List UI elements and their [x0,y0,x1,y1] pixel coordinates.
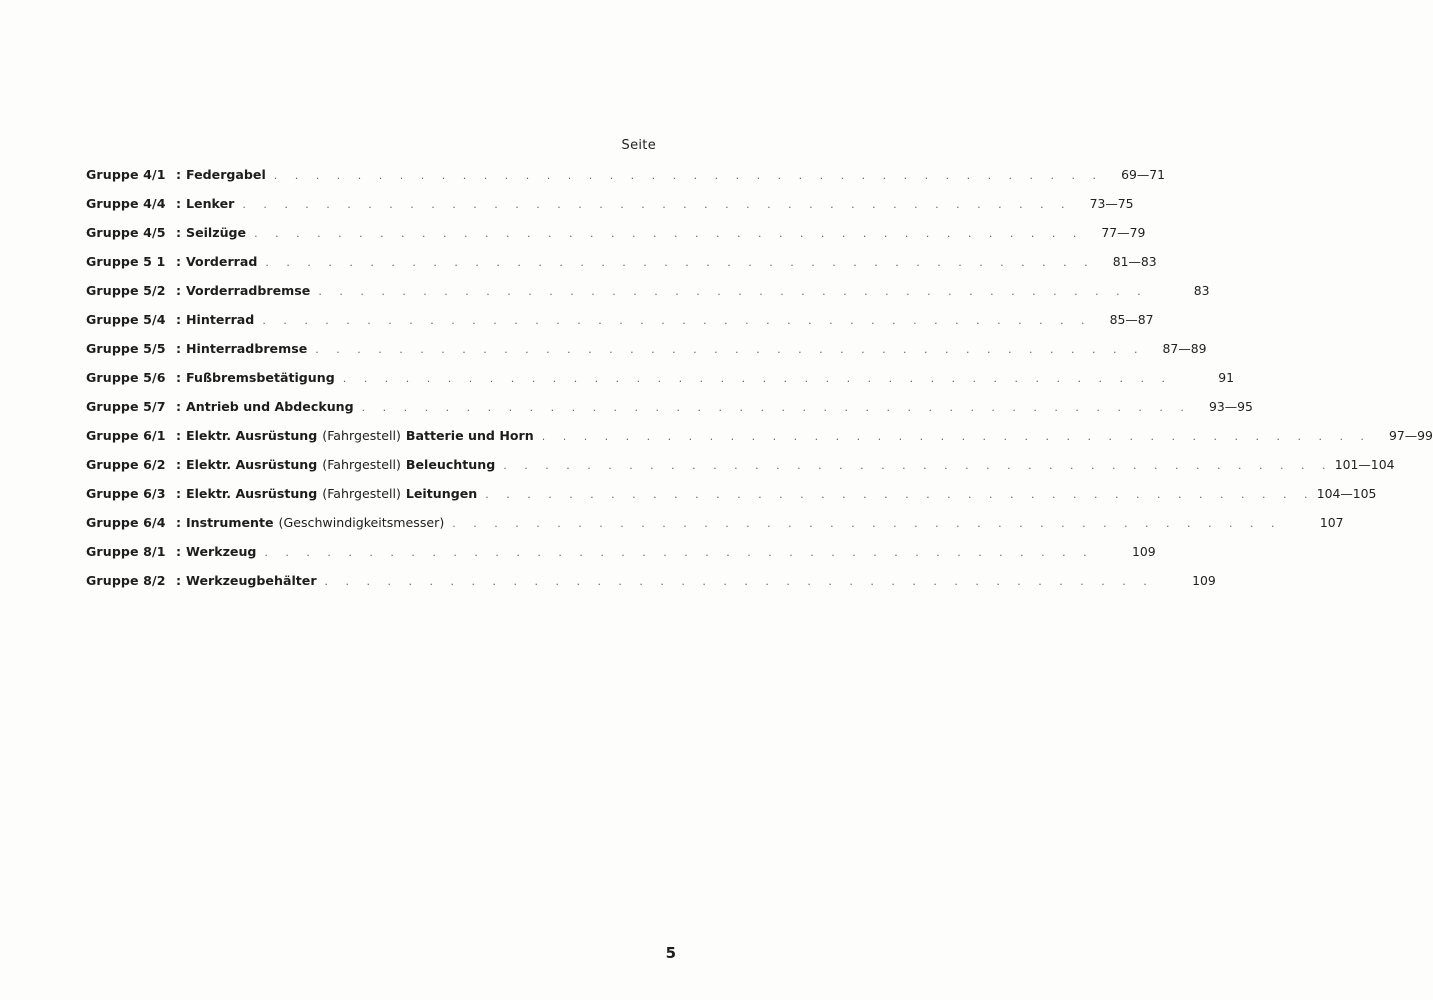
toc-group-label: Gruppe 4/5 [86,225,166,240]
toc-title [184,341,307,356]
toc-entry [86,544,1156,573]
toc-group-label: Gruppe 4/1 [86,167,166,182]
toc-leader-dots: . . . . . . . . . . . . . . . . . . . . . . . . . . . . . . . . . . . . . . . . [264,546,1094,559]
toc-leader-dots: . . . . . . . . . . . . . . . . . . . . . . . . . . . . . . . . . . . . . . . . [485,488,1315,501]
toc-title [184,486,477,501]
toc-colon: : [176,457,182,472]
table-of-contents [86,167,1433,602]
toc-title-bold: Elektr. Ausrüstung [186,457,318,472]
toc-title [184,457,495,472]
toc-page-range: 87—89 [1162,341,1207,356]
toc-group-label: Gruppe 5/6 [86,370,166,385]
toc-page-range: 91 [1218,370,1234,385]
toc-group-label: Gruppe 5 1 [86,254,166,269]
toc-title-normal: (Geschwindigkeitsmesser) [278,515,445,530]
toc-title-bold: Lenker [186,196,235,211]
toc-leader-dots: . . . . . . . . . . . . . . . . . . . . . . . . . . . . . . . . . . . . . . . . [318,285,1148,298]
toc-title [184,167,266,182]
toc-title [184,399,354,414]
toc-title [184,196,234,211]
seite-column-header: Seite [621,138,656,153]
toc-title-bold: Vorderradbremse [186,283,311,298]
toc-group-label: Gruppe 4/4 [86,196,166,211]
toc-colon: : [176,283,182,298]
toc-title-bold: Antrieb und Abdeckung [186,399,354,414]
toc-page-range: 69—71 [1121,167,1166,182]
toc-entry [86,370,1234,399]
toc-colon: : [176,515,182,530]
toc-title-bold: Federgabel [186,167,266,182]
toc-colon: : [176,573,182,588]
toc-leader-dots: . . . . . . . . . . . . . . . . . . . . . . . . . . . . . . . . . . . . . . . . [242,198,1072,211]
toc-group-label: Gruppe 6/4 [86,515,166,530]
toc-entry [86,457,1395,486]
toc-page-range: 77—79 [1101,225,1146,240]
toc-colon: : [176,254,182,269]
toc-entry [86,573,1216,602]
toc-colon: : [176,167,182,182]
toc-title [184,573,317,588]
toc-leader-dots: . . . . . . . . . . . . . . . . . . . . . . . . . . . . . . . . . . . . . . . . [541,430,1371,443]
toc-title-bold-secondary: Beleuchtung [405,457,496,472]
toc-title [184,370,335,385]
toc-colon: : [176,341,182,356]
toc-colon: : [176,225,182,240]
toc-entry [86,167,1166,196]
toc-group-label: Gruppe 6/1 [86,428,166,443]
toc-title-bold: Instrumente [186,515,274,530]
toc-colon: : [176,544,182,559]
toc-title-bold: Elektr. Ausrüstung [186,486,318,501]
toc-leader-dots: . . . . . . . . . . . . . . . . . . . . . . . . . . . . . . . . . . . . . . . . [503,459,1333,472]
toc-entry [86,225,1146,254]
toc-group-label: Gruppe 8/1 [86,544,166,559]
toc-entry [86,341,1207,370]
toc-colon: : [176,428,182,443]
toc-title-bold: Fußbremsbetätigung [186,370,335,385]
toc-title-bold: Hinterrad [186,312,255,327]
toc-title [184,254,257,269]
toc-title-normal: (Fahrgestell) [322,457,401,472]
toc-title-normal: (Fahrgestell) [322,428,401,443]
toc-title-bold-secondary: Batterie und Horn [405,428,534,443]
toc-title [184,225,246,240]
toc-title-bold: Werkzeug [186,544,257,559]
toc-group-label: Gruppe 5/2 [86,283,166,298]
toc-title [184,544,256,559]
toc-leader-dots: . . . . . . . . . . . . . . . . . . . . . . . . . . . . . . . . . . . . . . . . [452,517,1282,530]
toc-page-range: 73—75 [1089,196,1134,211]
toc-colon: : [176,399,182,414]
toc-title-bold: Seilzüge [186,225,247,240]
toc-page-range: 85—87 [1109,312,1154,327]
toc-title [184,312,254,327]
toc-title [184,515,444,530]
toc-colon: : [176,486,182,501]
toc-page-range: 101—104 [1334,457,1395,472]
toc-group-label: Gruppe 6/2 [86,457,166,472]
toc-leader-dots: . . . . . . . . . . . . . . . . . . . . . . . . . . . . . . . . . . . . . . . . [265,256,1095,269]
toc-title-normal: (Fahrgestell) [322,486,401,501]
toc-group-label: Gruppe 5/5 [86,341,166,356]
toc-page-range: 109 [1192,573,1216,588]
toc-title-bold: Hinterradbremse [186,341,308,356]
toc-group-label: Gruppe 6/3 [86,486,166,501]
toc-colon: : [176,370,182,385]
toc-entry [86,312,1154,341]
toc-leader-dots: . . . . . . . . . . . . . . . . . . . . . . . . . . . . . . . . . . . . . . . . [273,169,1104,182]
toc-group-label: Gruppe 8/2 [86,573,166,588]
toc-entry [86,486,1377,515]
toc-title-bold: Elektr. Ausrüstung [186,428,318,443]
toc-colon: : [176,312,182,327]
toc-leader-dots: . . . . . . . . . . . . . . . . . . . . . . . . . . . . . . . . . . . . . . . . [324,575,1154,588]
toc-entry [86,515,1344,544]
toc-page-range: 109 [1132,544,1156,559]
toc-title-bold: Werkzeugbehälter [186,573,317,588]
toc-page-range: 97—99 [1389,428,1433,443]
toc-entry [86,283,1210,312]
toc-entry [86,428,1433,457]
toc-group-label: Gruppe 5/7 [86,399,166,414]
toc-page-range: 104—105 [1316,486,1377,501]
page-number: 5 [665,944,676,962]
toc-leader-dots: . . . . . . . . . . . . . . . . . . . . . . . . . . . . . . . . . . . . . . . . [315,343,1145,356]
toc-colon: : [176,196,182,211]
toc-entry [86,254,1157,283]
toc-title-bold: Vorderrad [186,254,258,269]
toc-group-label: Gruppe 5/4 [86,312,166,327]
toc-page-range: 93—95 [1208,399,1253,414]
toc-page-range: 83 [1193,283,1210,298]
toc-entry [86,399,1253,428]
toc-entry [86,196,1134,225]
toc-leader-dots: . . . . . . . . . . . . . . . . . . . . . . . . . . . . . . . . . . . . . . . . [361,401,1191,414]
toc-leader-dots: . . . . . . . . . . . . . . . . . . . . . . . . . . . . . . . . . . . . . . . . [254,227,1084,240]
toc-title [184,428,534,443]
toc-title [184,283,310,298]
toc-leader-dots: . . . . . . . . . . . . . . . . . . . . . . . . . . . . . . . . . . . . . . . . [262,314,1092,327]
toc-title-bold-secondary: Leitungen [405,486,478,501]
toc-leader-dots: . . . . . . . . . . . . . . . . . . . . . . . . . . . . . . . . . . . . . . . . [342,372,1172,385]
toc-page-range: 107 [1319,515,1344,530]
toc-page-range: 81—83 [1112,254,1157,269]
